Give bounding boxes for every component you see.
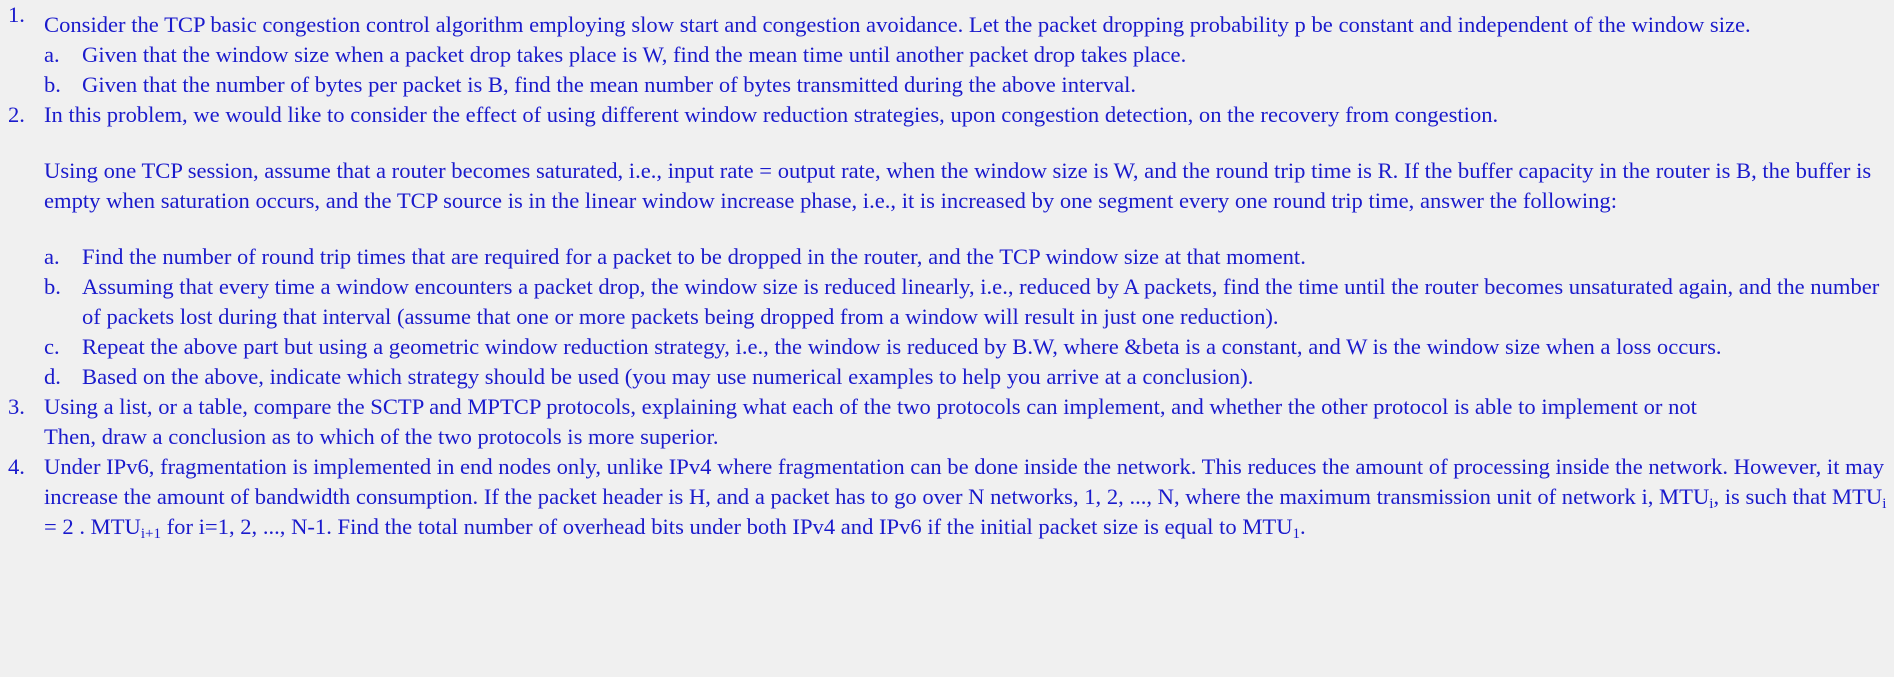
subscript: 1 <box>1292 526 1301 542</box>
part-text: Find the number of round trip times that are required for a packet to be dropped in the router, and the TCP window size at that moment. <box>82 244 1306 269</box>
part-text: Repeat the above part but using a geometric window reduction strategy, i.e., the window is reduced by B.W, where &beta is a constant, and W is the window size when a loss occurs. <box>82 334 1722 359</box>
part-text: Given that the window size when a packet drop takes place is W, find the mean time until another packet drop takes place. <box>82 42 1187 67</box>
question-text: Under IPv6, fragmentation is implemented in end nodes only, unlike IPv4 where fragmentation can be done inside the network. This reduces the amount of processing inside the network. However, it may increase the amount of bandwidth consumption. If the packet header is H, and a packet has to go over N networks, 1, 2, ..., N, where the maximum transmission unit of network i, $MTU_i$, is such that $MTU_i = 2$ . $MTU_{i+1}$ for i=1, 2, ..., N-1. Find the total number of overhead bits under both IPv4 and IPv6 if the initial packet size is equal to $MTU_1$. <box>44 454 1887 542</box>
question-part <box>0 70 1894 100</box>
question-part <box>0 272 1894 332</box>
question-number: 3. <box>8 394 25 419</box>
question-1 <box>0 0 1894 100</box>
subscript: i+1 <box>140 526 161 542</box>
question-part <box>0 40 1894 70</box>
question-part <box>0 242 1894 272</box>
question-paragraph: Using one TCP session, assume that a router becomes saturated, i.e., input rate = output rate, when the window size is W, and the round trip time is R. If the buffer capacity in the router is B, the buffer is empty when saturation occurs, and the TCP source is in the linear window increase phase, i.e., it is increased by one segment every one round trip time, answer the following: <box>44 158 1872 213</box>
part-label: d. <box>44 364 61 389</box>
question-text-line-1: Using a list, or a table, compare the SCTP and MPTCP protocols, explaining what each of the two protocols can implement, and whether the other protocol is able to implement or not <box>44 394 1697 419</box>
subscript: i <box>1709 496 1714 512</box>
part-text: Based on the above, indicate which strategy should be used (you may use numerical examples to help you arrive at a conclusion). <box>82 364 1254 389</box>
question-text-line-2: Then, draw a conclusion as to which of the two protocols is more superior. <box>44 424 719 449</box>
part-label: b. <box>44 72 61 97</box>
question-2 <box>0 100 1894 392</box>
question-4 <box>0 452 1894 542</box>
question-part <box>0 332 1894 362</box>
part-label: c. <box>44 334 60 359</box>
question-number: 4. <box>8 454 25 479</box>
subscript: i <box>1882 496 1887 512</box>
question-text: Consider the TCP basic congestion control algorithm employing slow start and congestion avoidance. Let the packet dropping probability p be constant and independent of the window size. <box>44 12 1751 37</box>
question-number: 1. <box>8 2 25 27</box>
part-label: a. <box>44 42 60 67</box>
question-3 <box>0 392 1894 452</box>
part-text: Assuming that every time a window encounters a packet drop, the window size is reduced linearly, i.e., reduced by A packets, find the time until the router becomes unsaturated again, and the number of packets lost during that interval (assume that one or more packets being dropped from a window will result in just one reduction). <box>82 274 1880 329</box>
part-text: Given that the number of bytes per packet is B, find the mean number of bytes transmitted during the above interval. <box>82 72 1137 97</box>
part-label: b. <box>44 274 61 299</box>
question-part <box>0 362 1894 392</box>
question-text: In this problem, we would like to consider the effect of using different window reduction strategies, upon congestion detection, on the recovery from congestion. <box>44 102 1499 127</box>
question-number: 2. <box>8 102 25 127</box>
part-label: a. <box>44 244 60 269</box>
